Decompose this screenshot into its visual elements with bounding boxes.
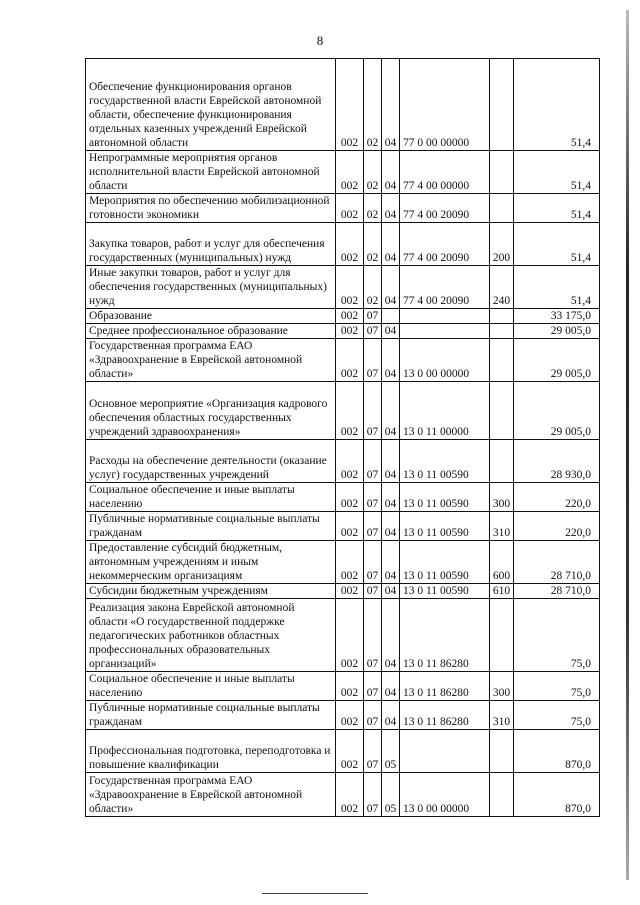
row-admin-code: 002 bbox=[336, 339, 364, 382]
row-amount: 33 175,0 bbox=[514, 309, 600, 324]
row-name: Образование bbox=[86, 309, 336, 324]
row-admin-code: 002 bbox=[336, 599, 364, 672]
table-row bbox=[86, 483, 600, 512]
row-admin-code: 002 bbox=[336, 59, 364, 151]
row-section-code: 07 bbox=[364, 382, 382, 440]
row-subsection-code: 04 bbox=[382, 483, 400, 512]
row-subsection-code: 04 bbox=[382, 151, 400, 194]
table-row bbox=[86, 773, 600, 817]
row-expense-type bbox=[490, 324, 514, 339]
table-row bbox=[86, 223, 600, 266]
row-admin-code: 002 bbox=[336, 541, 364, 584]
row-name: Иные закупки товаров, работ и услуг для обеспечения государственных (муниципальных) нужд bbox=[86, 266, 336, 309]
row-section-code: 02 bbox=[364, 59, 382, 151]
row-expense-type: 300 bbox=[490, 483, 514, 512]
row-target-article: 13 0 11 00590 bbox=[400, 584, 490, 599]
row-amount: 75,0 bbox=[514, 672, 600, 701]
row-expense-type bbox=[490, 59, 514, 151]
row-expense-type bbox=[490, 440, 514, 483]
row-name: Социальное обеспечение и иные выплаты населению bbox=[86, 483, 336, 512]
row-subsection-code: 04 bbox=[382, 512, 400, 541]
row-subsection-code: 04 bbox=[382, 339, 400, 382]
row-section-code: 02 bbox=[364, 266, 382, 309]
row-target-article: 13 0 11 00590 bbox=[400, 440, 490, 483]
table-row bbox=[86, 541, 600, 584]
row-subsection-code: 04 bbox=[382, 223, 400, 266]
row-section-code: 02 bbox=[364, 151, 382, 194]
row-name: Обеспечение функционирования органов государственной власти Еврейской автономной области, обеспечение функционирования отдельных казенных учреждений Еврейской автономной области bbox=[86, 59, 336, 151]
table-row bbox=[86, 440, 600, 483]
row-subsection-code: 04 bbox=[382, 599, 400, 672]
row-admin-code: 002 bbox=[336, 382, 364, 440]
row-amount: 29 005,0 bbox=[514, 339, 600, 382]
row-expense-type bbox=[490, 151, 514, 194]
row-admin-code: 002 bbox=[336, 324, 364, 339]
row-target-article: 13 0 00 00000 bbox=[400, 339, 490, 382]
row-name: Реализация закона Еврейской автономной области «О государственной поддержке педагогических работников областных профессиональных образовательных организаций» bbox=[86, 599, 336, 672]
row-name: Мероприятия по обеспечению мобилизационной готовности экономики bbox=[86, 194, 336, 223]
row-section-code: 07 bbox=[364, 730, 382, 773]
row-name: Социальное обеспечение и иные выплаты населению bbox=[86, 672, 336, 701]
row-section-code: 07 bbox=[364, 440, 382, 483]
row-section-code: 07 bbox=[364, 309, 382, 324]
row-section-code: 07 bbox=[364, 512, 382, 541]
row-expense-type: 610 bbox=[490, 584, 514, 599]
row-name: Расходы на обеспечение деятельности (оказание услуг) государственных учреждений bbox=[86, 440, 336, 483]
row-target-article: 77 4 00 20090 bbox=[400, 223, 490, 266]
row-section-code: 07 bbox=[364, 584, 382, 599]
row-expense-type bbox=[490, 309, 514, 324]
row-subsection-code: 04 bbox=[382, 59, 400, 151]
row-amount: 51,4 bbox=[514, 223, 600, 266]
row-section-code: 07 bbox=[364, 541, 382, 584]
row-name: Основное мероприятие «Организация кадрового обеспечения областных государственных учреждений здравоохранения» bbox=[86, 382, 336, 440]
row-name: Закупка товаров, работ и услуг для обеспечения государственных (муниципальных) нужд bbox=[86, 223, 336, 266]
row-amount: 220,0 bbox=[514, 483, 600, 512]
row-amount: 51,4 bbox=[514, 59, 600, 151]
table-row bbox=[86, 339, 600, 382]
row-target-article: 13 0 11 00590 bbox=[400, 483, 490, 512]
row-subsection-code: 04 bbox=[382, 194, 400, 223]
row-subsection-code bbox=[382, 309, 400, 324]
row-target-article bbox=[400, 730, 490, 773]
row-subsection-code: 04 bbox=[382, 382, 400, 440]
row-target-article: 77 4 00 20090 bbox=[400, 194, 490, 223]
row-name: Государственная программа ЕАО «Здравоохранение в Еврейской автономной области» bbox=[86, 339, 336, 382]
row-expense-type: 310 bbox=[490, 512, 514, 541]
row-admin-code: 002 bbox=[336, 194, 364, 223]
row-expense-type: 300 bbox=[490, 672, 514, 701]
row-expense-type: 240 bbox=[490, 266, 514, 309]
row-admin-code: 002 bbox=[336, 266, 364, 309]
table-row bbox=[86, 151, 600, 194]
row-admin-code: 002 bbox=[336, 151, 364, 194]
row-admin-code: 002 bbox=[336, 309, 364, 324]
row-section-code: 07 bbox=[364, 672, 382, 701]
row-target-article bbox=[400, 324, 490, 339]
row-target-article: 77 0 00 00000 bbox=[400, 59, 490, 151]
row-section-code: 07 bbox=[364, 483, 382, 512]
row-admin-code: 002 bbox=[336, 701, 364, 730]
row-amount: 51,4 bbox=[514, 151, 600, 194]
row-target-article: 13 0 11 86280 bbox=[400, 599, 490, 672]
row-admin-code: 002 bbox=[336, 223, 364, 266]
row-name: Непрограммные мероприятия органов исполнительной власти Еврейской автономной области bbox=[86, 151, 336, 194]
row-amount: 220,0 bbox=[514, 512, 600, 541]
row-subsection-code: 04 bbox=[382, 266, 400, 309]
row-target-article: 13 0 11 00000 bbox=[400, 382, 490, 440]
table-row bbox=[86, 266, 600, 309]
row-amount: 75,0 bbox=[514, 599, 600, 672]
table-row bbox=[86, 730, 600, 773]
row-expense-type: 200 bbox=[490, 223, 514, 266]
budget-table bbox=[85, 58, 600, 817]
row-admin-code: 002 bbox=[336, 440, 364, 483]
row-target-article: 13 0 00 00000 bbox=[400, 773, 490, 817]
row-target-article: 13 0 11 00590 bbox=[400, 541, 490, 584]
row-amount: 28 710,0 bbox=[514, 541, 600, 584]
table-row bbox=[86, 584, 600, 599]
row-amount: 29 005,0 bbox=[514, 382, 600, 440]
row-admin-code: 002 bbox=[336, 483, 364, 512]
row-target-article: 77 4 00 20090 bbox=[400, 266, 490, 309]
row-admin-code: 002 bbox=[336, 672, 364, 701]
row-subsection-code: 04 bbox=[382, 701, 400, 730]
page-number: 8 bbox=[316, 33, 324, 48]
footer-line bbox=[262, 893, 368, 894]
table-row bbox=[86, 382, 600, 440]
row-subsection-code: 04 bbox=[382, 324, 400, 339]
row-subsection-code: 04 bbox=[382, 440, 400, 483]
row-expense-type bbox=[490, 382, 514, 440]
table-row bbox=[86, 599, 600, 672]
row-section-code: 07 bbox=[364, 324, 382, 339]
table-row bbox=[86, 672, 600, 701]
row-expense-type bbox=[490, 194, 514, 223]
row-name: Субсидии бюджетным учреждениям bbox=[86, 584, 336, 599]
row-name: Публичные нормативные социальные выплаты гражданам bbox=[86, 701, 336, 730]
row-target-article: 77 4 00 00000 bbox=[400, 151, 490, 194]
row-name: Профессиональная подготовка, переподготовка и повышение квалификации bbox=[86, 730, 336, 773]
row-section-code: 02 bbox=[364, 194, 382, 223]
table-row bbox=[86, 701, 600, 730]
row-target-article: 13 0 11 00590 bbox=[400, 512, 490, 541]
row-amount: 75,0 bbox=[514, 701, 600, 730]
row-section-code: 07 bbox=[364, 339, 382, 382]
row-subsection-code: 04 bbox=[382, 584, 400, 599]
row-expense-type bbox=[490, 773, 514, 817]
row-admin-code: 002 bbox=[336, 773, 364, 817]
row-subsection-code: 04 bbox=[382, 672, 400, 701]
row-subsection-code: 05 bbox=[382, 730, 400, 773]
row-admin-code: 002 bbox=[336, 730, 364, 773]
row-section-code: 07 bbox=[364, 701, 382, 730]
row-target-article: 13 0 11 86280 bbox=[400, 672, 490, 701]
table-row bbox=[86, 59, 600, 151]
row-amount: 870,0 bbox=[514, 773, 600, 817]
row-section-code: 02 bbox=[364, 223, 382, 266]
row-expense-type bbox=[490, 599, 514, 672]
row-name: Публичные нормативные социальные выплаты гражданам bbox=[86, 512, 336, 541]
row-amount: 29 005,0 bbox=[514, 324, 600, 339]
row-subsection-code: 05 bbox=[382, 773, 400, 817]
row-amount: 870,0 bbox=[514, 730, 600, 773]
scan-edge-shadow bbox=[626, 10, 629, 880]
row-subsection-code: 04 bbox=[382, 541, 400, 584]
row-amount: 51,4 bbox=[514, 194, 600, 223]
row-amount: 51,4 bbox=[514, 266, 600, 309]
row-admin-code: 002 bbox=[336, 584, 364, 599]
table-row bbox=[86, 309, 600, 324]
row-name: Государственная программа ЕАО «Здравоохранение в Еврейской автономной области» bbox=[86, 773, 336, 817]
row-target-article: 13 0 11 86280 bbox=[400, 701, 490, 730]
table-row bbox=[86, 512, 600, 541]
row-name: Предоставление субсидий бюджетным, автономным учреждениям и иным некоммерческим организациям bbox=[86, 541, 336, 584]
row-target-article bbox=[400, 309, 490, 324]
row-admin-code: 002 bbox=[336, 512, 364, 541]
row-expense-type: 310 bbox=[490, 701, 514, 730]
table-row bbox=[86, 324, 600, 339]
row-section-code: 07 bbox=[364, 599, 382, 672]
row-expense-type bbox=[490, 339, 514, 382]
row-expense-type: 600 bbox=[490, 541, 514, 584]
table-row bbox=[86, 194, 600, 223]
row-section-code: 07 bbox=[364, 773, 382, 817]
row-expense-type bbox=[490, 730, 514, 773]
row-amount: 28 930,0 bbox=[514, 440, 600, 483]
row-amount: 28 710,0 bbox=[514, 584, 600, 599]
row-name: Среднее профессиональное образование bbox=[86, 324, 336, 339]
